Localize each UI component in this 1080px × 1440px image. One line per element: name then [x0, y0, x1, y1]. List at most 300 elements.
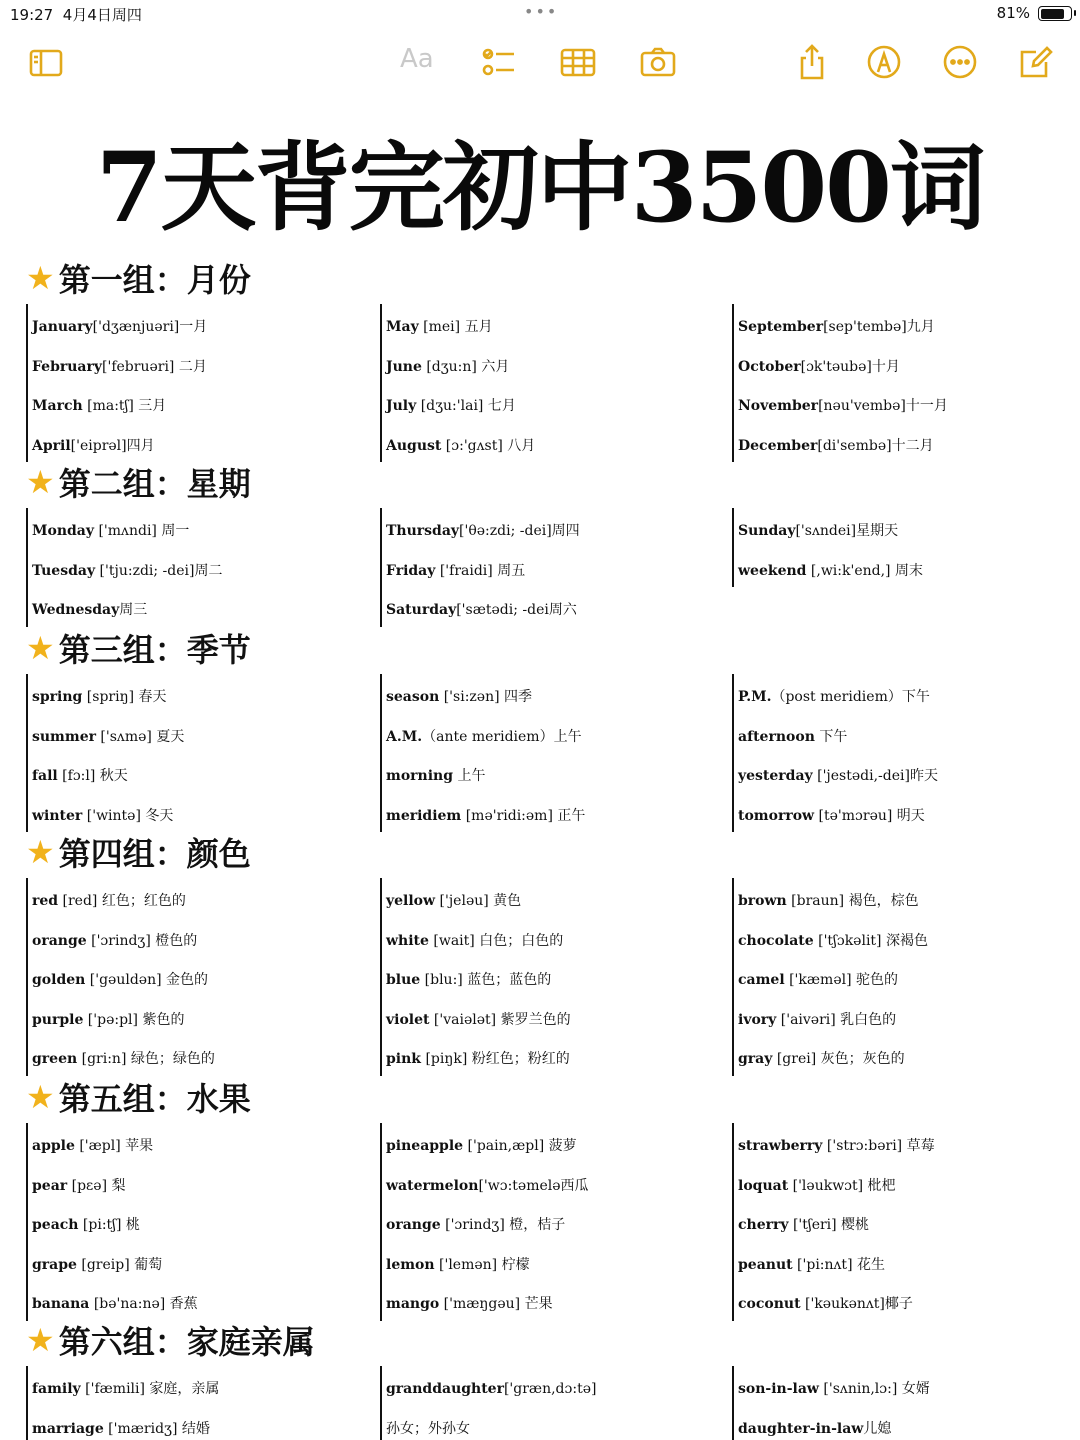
word-text: brown: [738, 893, 787, 909]
meaning-text: 二月: [174, 358, 207, 375]
meaning-text: 儿媳: [863, 1420, 892, 1437]
word-entry: [738, 344, 1078, 384]
meaning-text: 七月: [483, 398, 516, 414]
phonetic-text: [blu:]: [420, 972, 463, 988]
word-text: Wednesday: [32, 602, 120, 618]
meaning-text: 周六: [548, 602, 577, 618]
word-column: [732, 878, 1078, 1076]
word-entry: [386, 1366, 720, 1406]
meaning-text: 春天: [134, 689, 167, 705]
phonetic-text: ['kæməl]: [784, 972, 852, 988]
word-entry: [32, 793, 366, 833]
camera-icon[interactable]: [638, 42, 678, 82]
word-text: September: [738, 319, 824, 335]
meaning-text: 秋天: [95, 768, 128, 784]
meaning-text: 星期天: [856, 523, 899, 539]
phonetic-text: [grei]: [772, 1051, 817, 1067]
word-text: summer: [32, 728, 96, 745]
meaning-text: 上午: [453, 768, 486, 784]
meaning-text: 女婿: [897, 1381, 930, 1397]
phonetic-text: ['lemən]: [434, 1256, 498, 1273]
phonetic-text: （post meridiem）: [771, 689, 902, 705]
meaning-text: 紫色的: [138, 1011, 185, 1028]
word-entry: [738, 753, 1078, 793]
phonetic-text: ['sʌnin,lɔ:]: [818, 1381, 898, 1397]
word-column: [732, 508, 1078, 587]
meaning-text: 乳白色的: [835, 1011, 897, 1028]
meaning-text: 十月: [871, 358, 900, 375]
word-column: [732, 304, 1078, 462]
meaning-text: 橙，桔子: [504, 1217, 566, 1233]
group-heading-text: 第五组：水果: [58, 1080, 251, 1118]
word-entry: [738, 997, 1078, 1037]
word-entry: [32, 1406, 366, 1440]
meaning-text: 周四: [551, 523, 580, 539]
group-heading: [26, 1077, 251, 1117]
meaning-text: 孙女；外孙女: [386, 1420, 470, 1437]
word-text: April: [32, 437, 71, 454]
phonetic-text: ['mʌndi]: [94, 523, 157, 539]
phonetic-text: [sep'tembə]: [823, 319, 907, 335]
word-text: tomorrow: [738, 807, 815, 824]
word-entry: [738, 383, 1078, 423]
table-icon[interactable]: [558, 42, 598, 82]
meaning-text: 昨天: [909, 768, 938, 784]
word-text: violet: [386, 1011, 430, 1028]
meaning-text: 驼色的: [851, 972, 898, 988]
word-entry: [738, 714, 1078, 754]
word-entry: [386, 997, 720, 1037]
word-entry: [32, 508, 366, 548]
meaning-text: 夏天: [151, 728, 185, 745]
phonetic-text: ['ɔrindʒ]: [440, 1217, 505, 1233]
word-text: green: [32, 1051, 78, 1067]
word-entry: [386, 344, 720, 384]
word-text: cherry: [738, 1217, 789, 1233]
word-entry: [32, 918, 366, 958]
phonetic-text: [gri:n]: [77, 1051, 127, 1067]
word-entry: [32, 674, 366, 714]
word-text: marriage: [32, 1420, 104, 1437]
phonetic-text: ['eiprəl]: [70, 437, 127, 454]
phonetic-text: ['jestədi,-dei]: [812, 768, 910, 784]
clock-text: 19:27: [10, 6, 54, 24]
meaning-text: 结婚: [177, 1420, 210, 1437]
meaning-text: 一月: [179, 319, 208, 335]
word-text: pink: [386, 1051, 421, 1067]
word-entry: [32, 1242, 366, 1282]
phonetic-text: [nəu'vembə]: [818, 398, 906, 414]
word-text: February: [32, 358, 103, 375]
word-entry: [386, 508, 720, 548]
star-icon: ★: [26, 259, 55, 297]
phonetic-text: [dʒu:n]: [421, 358, 477, 375]
phonetic-text: ['tju:zdi; -dei]: [95, 562, 195, 579]
meaning-text: 灰色；灰色的: [816, 1051, 905, 1067]
word-entry: [738, 1123, 1078, 1163]
phonetic-text: [dʒu:'lai]: [416, 398, 484, 414]
star-icon: ★: [26, 1321, 55, 1359]
word-text: Thursday: [386, 523, 460, 539]
group-heading: [26, 462, 251, 502]
phonetic-text: ['sʌndei]: [795, 523, 857, 539]
word-text: daughter-in-law: [738, 1420, 864, 1437]
word-text: morning: [386, 768, 453, 784]
phonetic-text: ['vaiələt]: [429, 1011, 497, 1028]
word-entry: [738, 878, 1078, 918]
phonetic-text: [tə'mɔrəu]: [814, 807, 893, 824]
phonetic-text: ['sætədi; -dei: [456, 602, 549, 618]
meaning-text: 周五: [492, 562, 526, 579]
word-entry: [738, 674, 1078, 714]
phonetic-text: [bə'na:nə]: [89, 1296, 166, 1312]
word-entry: [738, 1281, 1078, 1321]
phonetic-text: [mə'ridi:əm]: [461, 807, 553, 824]
word-entry: [738, 1202, 1078, 1242]
meaning-text: 周一: [156, 523, 190, 539]
group-heading: [26, 628, 251, 668]
word-column: [380, 674, 720, 832]
phonetic-text: ['sʌmə]: [95, 728, 152, 745]
meaning-text: 椰子: [884, 1296, 913, 1312]
group-heading: [26, 832, 251, 872]
word-text: Saturday: [386, 602, 457, 618]
word-entry: [32, 1366, 366, 1406]
word-entry: [738, 508, 1078, 548]
word-entry: [32, 1123, 366, 1163]
word-entry: [738, 793, 1078, 833]
meaning-text: 绿色；绿色的: [126, 1051, 215, 1067]
group-heading-text: 第二组：星期: [58, 465, 251, 503]
meaning-text: 深褐色: [881, 932, 928, 949]
word-entry: [386, 1036, 720, 1076]
word-text: camel: [738, 972, 785, 988]
word-text: yesterday: [738, 768, 813, 784]
meaning-text: 香蕉: [165, 1296, 198, 1312]
word-entry: [32, 878, 366, 918]
word-entry: [738, 1036, 1078, 1076]
phonetic-text: ['tʃɔkəlit]: [813, 932, 882, 949]
word-text: granddaughter: [386, 1381, 504, 1397]
phonetic-text: [spriŋ]: [82, 689, 135, 705]
word-column: [26, 674, 366, 832]
word-entry: [32, 344, 366, 384]
word-entry: [32, 753, 366, 793]
word-text: ivory: [738, 1011, 777, 1028]
meaning-text: 五月: [460, 319, 493, 335]
word-text: son-in-law: [738, 1381, 819, 1397]
star-icon: ★: [26, 833, 55, 871]
meaning-text: 下午: [901, 689, 930, 705]
word-text: purple: [32, 1011, 84, 1028]
meaning-text: 正午: [552, 807, 586, 824]
word-entry: [32, 1036, 366, 1076]
phonetic-text: ['aivəri]: [776, 1011, 836, 1028]
word-entry: [738, 1366, 1078, 1406]
group-heading-text: 第一组：月份: [58, 261, 251, 299]
meaning-text: 西瓜: [560, 1177, 589, 1194]
word-text: peach: [32, 1217, 79, 1233]
word-entry: [386, 918, 720, 958]
word-entry: [738, 957, 1078, 997]
word-text: yellow: [386, 893, 436, 909]
word-column: [26, 878, 366, 1076]
word-text: blue: [386, 972, 421, 988]
word-column: [26, 1123, 366, 1321]
phonetic-text: [,wi:k'end,]: [806, 562, 891, 579]
phonetic-text: ['jeləu]: [435, 893, 489, 909]
meaning-text: 周三: [119, 602, 148, 618]
word-entry: [738, 304, 1078, 344]
word-text: March: [32, 398, 83, 414]
word-entry: [386, 1163, 720, 1203]
word-text: August: [386, 437, 442, 454]
word-text: strawberry: [738, 1138, 823, 1154]
phonetic-text: [greip]: [76, 1256, 130, 1273]
meaning-text: 上午: [553, 728, 582, 745]
meaning-text: 梨: [107, 1177, 126, 1194]
word-text: orange: [386, 1217, 441, 1233]
phonetic-text: ['gəuldən]: [85, 972, 162, 988]
word-column: [380, 878, 720, 1076]
word-entry: [738, 1242, 1078, 1282]
page-title: 7天背完初中3500词: [96, 131, 984, 244]
group-heading-text: 第三组：季节: [58, 631, 251, 669]
word-text: fall: [32, 768, 58, 784]
sidebar-icon[interactable]: [26, 42, 66, 82]
word-text: June: [386, 358, 422, 375]
word-text: May: [386, 319, 419, 335]
date-text: 4月4日周四: [62, 6, 142, 24]
word-entry: [738, 1163, 1078, 1203]
meaning-text: 黄色: [488, 893, 522, 909]
star-icon: ★: [26, 463, 55, 501]
phonetic-text: [ma:tʃ]: [82, 398, 134, 414]
more-icon[interactable]: [940, 42, 980, 82]
word-text: coconut: [738, 1296, 801, 1312]
meaning-text: 三月: [133, 398, 167, 414]
word-text: December: [738, 437, 818, 454]
word-column: [26, 304, 366, 462]
word-text: orange: [32, 932, 87, 949]
word-text: watermelon: [386, 1177, 479, 1194]
meaning-text: 紫罗兰色的: [496, 1011, 571, 1028]
word-text: pineapple: [386, 1138, 464, 1154]
word-entry: [386, 1281, 720, 1321]
meaning-text: 菠萝: [544, 1138, 577, 1154]
meaning-text: 枇杷: [863, 1177, 896, 1194]
word-entry: [386, 1242, 720, 1282]
word-column: [380, 1366, 720, 1440]
phonetic-text: [wait]: [428, 932, 475, 949]
phonetic-text: ['ɔrindʒ]: [86, 932, 151, 949]
phonetic-text: ['strɔ:bəri]: [822, 1138, 903, 1154]
word-column: [732, 1366, 1078, 1440]
star-icon: ★: [26, 1078, 55, 1116]
group-heading-text: 第四组：颜色: [58, 835, 251, 873]
word-entry: [386, 753, 720, 793]
meaning-text: 九月: [906, 319, 935, 335]
meaning-text: 十一月: [905, 398, 948, 414]
word-entry: [738, 1406, 1078, 1440]
word-text: weekend: [738, 562, 807, 579]
word-entry: [386, 548, 720, 588]
phonetic-text: ['æpl]: [74, 1138, 121, 1154]
word-entry: [32, 1202, 366, 1242]
word-text: Friday: [386, 562, 436, 579]
word-text: A.M.: [386, 728, 423, 745]
meaning-text: 柠檬: [497, 1256, 530, 1273]
phonetic-text: ['si:zən]: [439, 689, 500, 705]
meaning-text: 橙色的: [150, 932, 198, 949]
phonetic-text: ['fraidi]: [435, 562, 493, 579]
phonetic-text: [fɔ:l]: [57, 768, 96, 784]
multitask-dots-icon[interactable]: •••: [524, 2, 559, 21]
word-text: golden: [32, 972, 86, 988]
phonetic-text: ['dʒænjuəri]: [92, 319, 180, 335]
status-time: [10, 4, 142, 25]
phonetic-text: ['tʃeri]: [788, 1217, 837, 1233]
word-text: Monday: [32, 523, 95, 539]
phonetic-text: [mei]: [418, 319, 461, 335]
phonetic-text: ['θə:zdi; -dei]: [459, 523, 552, 539]
compose-icon[interactable]: [1016, 42, 1056, 82]
group-heading: [26, 258, 251, 298]
word-entry: [386, 1123, 720, 1163]
notes-toolbar: [0, 36, 1080, 86]
word-text: season: [386, 689, 440, 705]
word-column: [380, 304, 720, 462]
word-text: white: [386, 932, 429, 949]
phonetic-text: [ɔk'təubə]: [800, 358, 872, 375]
word-text: peanut: [738, 1256, 793, 1273]
word-entry: [386, 1406, 720, 1440]
word-entry: [32, 383, 366, 423]
word-text: grape: [32, 1256, 77, 1273]
meaning-text: 明天: [892, 807, 925, 824]
meaning-text: 下午: [814, 728, 848, 745]
format-button[interactable]: Aa: [400, 44, 434, 74]
word-entry: [386, 674, 720, 714]
meaning-text: 褐色，棕色: [844, 893, 919, 909]
word-text: Sunday: [738, 523, 796, 539]
markup-icon[interactable]: [864, 42, 904, 82]
phonetic-text: ['wintə]: [82, 807, 141, 824]
word-entry: [32, 423, 366, 463]
phonetic-text: ['ləukwɔt]: [788, 1177, 864, 1194]
battery-percent: 81%: [996, 4, 1030, 22]
phonetic-text: ['kəukənʌt]: [800, 1296, 885, 1312]
word-text: red: [32, 893, 59, 909]
phonetic-text: [pi:tʃ]: [78, 1217, 122, 1233]
word-entry: [386, 587, 720, 627]
phonetic-text: ['pə:pl]: [83, 1011, 138, 1028]
meaning-text: 桃: [121, 1217, 140, 1233]
group-heading: [26, 1320, 315, 1360]
meaning-text: 苹果: [120, 1138, 154, 1154]
word-entry: [738, 423, 1078, 463]
word-entry: [386, 714, 720, 754]
star-icon: ★: [26, 629, 55, 667]
word-entry: [32, 587, 366, 627]
word-text: chocolate: [738, 932, 814, 949]
phonetic-text: ['pi:nʌt]: [792, 1256, 853, 1273]
word-text: afternoon: [738, 728, 815, 745]
word-text: meridiem: [386, 807, 462, 824]
word-column: [26, 508, 366, 627]
word-entry: [32, 997, 366, 1037]
word-entry: [32, 957, 366, 997]
meaning-text: 四季: [499, 689, 532, 705]
word-column: [732, 1123, 1078, 1321]
word-text: January: [32, 319, 93, 335]
word-text: family: [32, 1381, 81, 1397]
phonetic-text: [piŋk]: [421, 1051, 468, 1067]
word-entry: [32, 304, 366, 344]
group-heading-text: 第六组：家庭亲属: [58, 1323, 315, 1361]
meaning-text: 冬天: [140, 807, 174, 824]
word-entry: [32, 548, 366, 588]
word-entry: [386, 304, 720, 344]
word-text: mango: [386, 1296, 440, 1312]
word-text: Tuesday: [32, 562, 96, 579]
meaning-text: 八月: [502, 437, 536, 454]
phonetic-text: ['fæmili]: [80, 1381, 145, 1397]
meaning-text: 芒果: [520, 1296, 553, 1312]
word-column: [26, 1366, 366, 1440]
word-text: winter: [32, 807, 83, 824]
meaning-text: 十二月: [891, 437, 934, 454]
meaning-text: 六月: [476, 358, 510, 375]
phonetic-text: [pɛə]: [67, 1177, 108, 1194]
phonetic-text: ['græn,dɔ:tə]: [503, 1381, 597, 1397]
word-entry: [738, 548, 1078, 588]
word-entry: [386, 423, 720, 463]
meaning-text: 白色；白色的: [474, 932, 564, 949]
word-entry: [386, 1202, 720, 1242]
word-column: [732, 674, 1078, 832]
checklist-icon[interactable]: [478, 42, 518, 82]
meaning-text: 葡萄: [129, 1256, 163, 1273]
word-text: loquat: [738, 1177, 789, 1194]
phonetic-text: ['mæŋgəu]: [439, 1296, 521, 1312]
meaning-text: 家庭，亲属: [144, 1381, 220, 1397]
share-icon[interactable]: [792, 42, 832, 82]
meaning-text: 樱桃: [836, 1217, 870, 1233]
word-text: October: [738, 358, 801, 375]
word-text: July: [386, 398, 417, 414]
word-column: [380, 1123, 720, 1321]
meaning-text: 粉红色；粉红的: [467, 1051, 570, 1067]
word-text: lemon: [386, 1256, 435, 1273]
word-entry: [386, 957, 720, 997]
meaning-text: 花生: [852, 1256, 885, 1273]
phonetic-text: （ante meridiem）: [422, 728, 554, 745]
word-text: banana: [32, 1296, 90, 1312]
word-text: November: [738, 398, 819, 414]
phonetic-text: ['wɔ:təmelə: [478, 1177, 561, 1194]
meaning-text: 草莓: [902, 1138, 935, 1154]
word-text: spring: [32, 689, 83, 705]
phonetic-text: ['mæridʒ]: [103, 1420, 178, 1437]
word-entry: [386, 383, 720, 423]
status-bar: [0, 0, 1080, 28]
word-text: P.M.: [738, 689, 772, 705]
word-entry: [386, 793, 720, 833]
word-text: apple: [32, 1138, 75, 1154]
word-entry: [32, 1163, 366, 1203]
word-entry: [738, 918, 1078, 958]
